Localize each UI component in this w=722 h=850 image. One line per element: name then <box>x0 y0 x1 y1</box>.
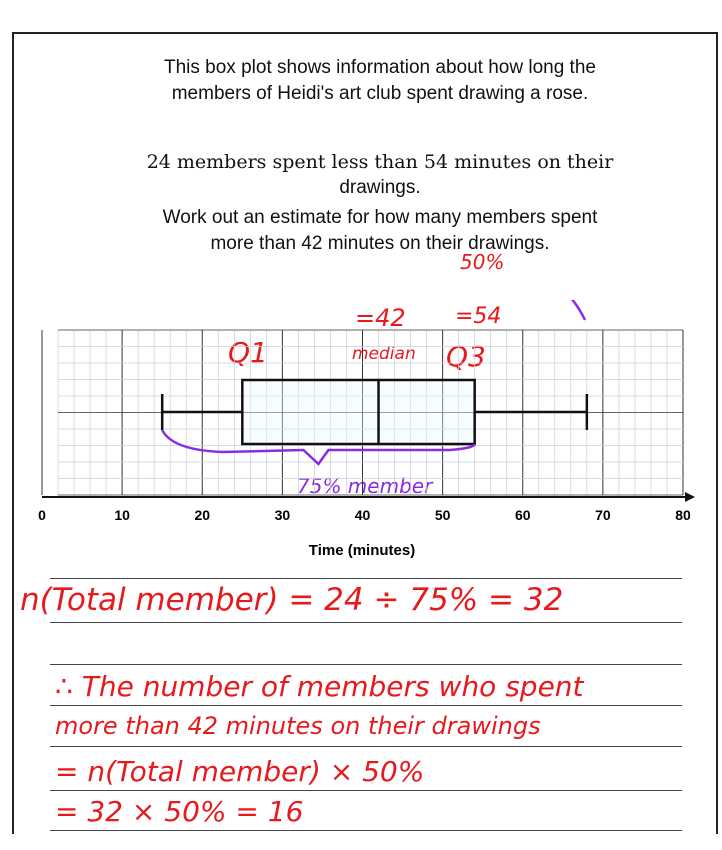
tick-label: 30 <box>274 507 291 523</box>
annotation-54: =54 <box>455 304 502 329</box>
annotation-median: median <box>352 344 416 364</box>
question-text: This box plot shows information about how long the <box>164 57 596 78</box>
solution-line: ∴ The number of members who spent <box>55 670 584 703</box>
solution-line: n(Total member) = 24 ÷ 75% = 32 <box>20 582 564 618</box>
tick-label: 60 <box>514 507 531 523</box>
annotation-75: 75% member <box>297 474 433 498</box>
question-text: 24 members spent less than 54 minutes on their <box>146 151 614 173</box>
tick-label: 20 <box>194 507 211 523</box>
axis-arrow <box>685 492 695 502</box>
annotation-42: =42 <box>355 304 406 332</box>
solution-line: more than 42 minutes on their drawings <box>55 712 541 740</box>
annotation-50: 50% <box>460 250 505 274</box>
brace-50 <box>405 300 585 320</box>
solution-line: = 32 × 50% = 16 <box>55 795 304 828</box>
box-plot <box>0 300 722 570</box>
tick-label: 80 <box>675 507 691 523</box>
annotation-q3: Q3 <box>446 340 486 373</box>
tick-label: 50 <box>434 507 451 523</box>
question-text: members of Heidi's art club spent drawing a rose. <box>171 83 589 104</box>
question-text: more than 42 minutes on their drawings. <box>210 233 550 254</box>
box <box>242 380 474 444</box>
tick-label: 40 <box>354 507 371 523</box>
tick-label: 70 <box>595 507 611 523</box>
question-text: drawings. <box>339 177 421 198</box>
question-text: Work out an estimate for how many members spent <box>162 207 598 228</box>
x-axis-label: Time (minutes) <box>308 542 416 559</box>
annotation-q1: Q1 <box>228 336 268 369</box>
tick-label: 10 <box>114 507 130 523</box>
solution-line: = n(Total member) × 50% <box>55 755 425 788</box>
tick-label: 0 <box>38 507 46 523</box>
